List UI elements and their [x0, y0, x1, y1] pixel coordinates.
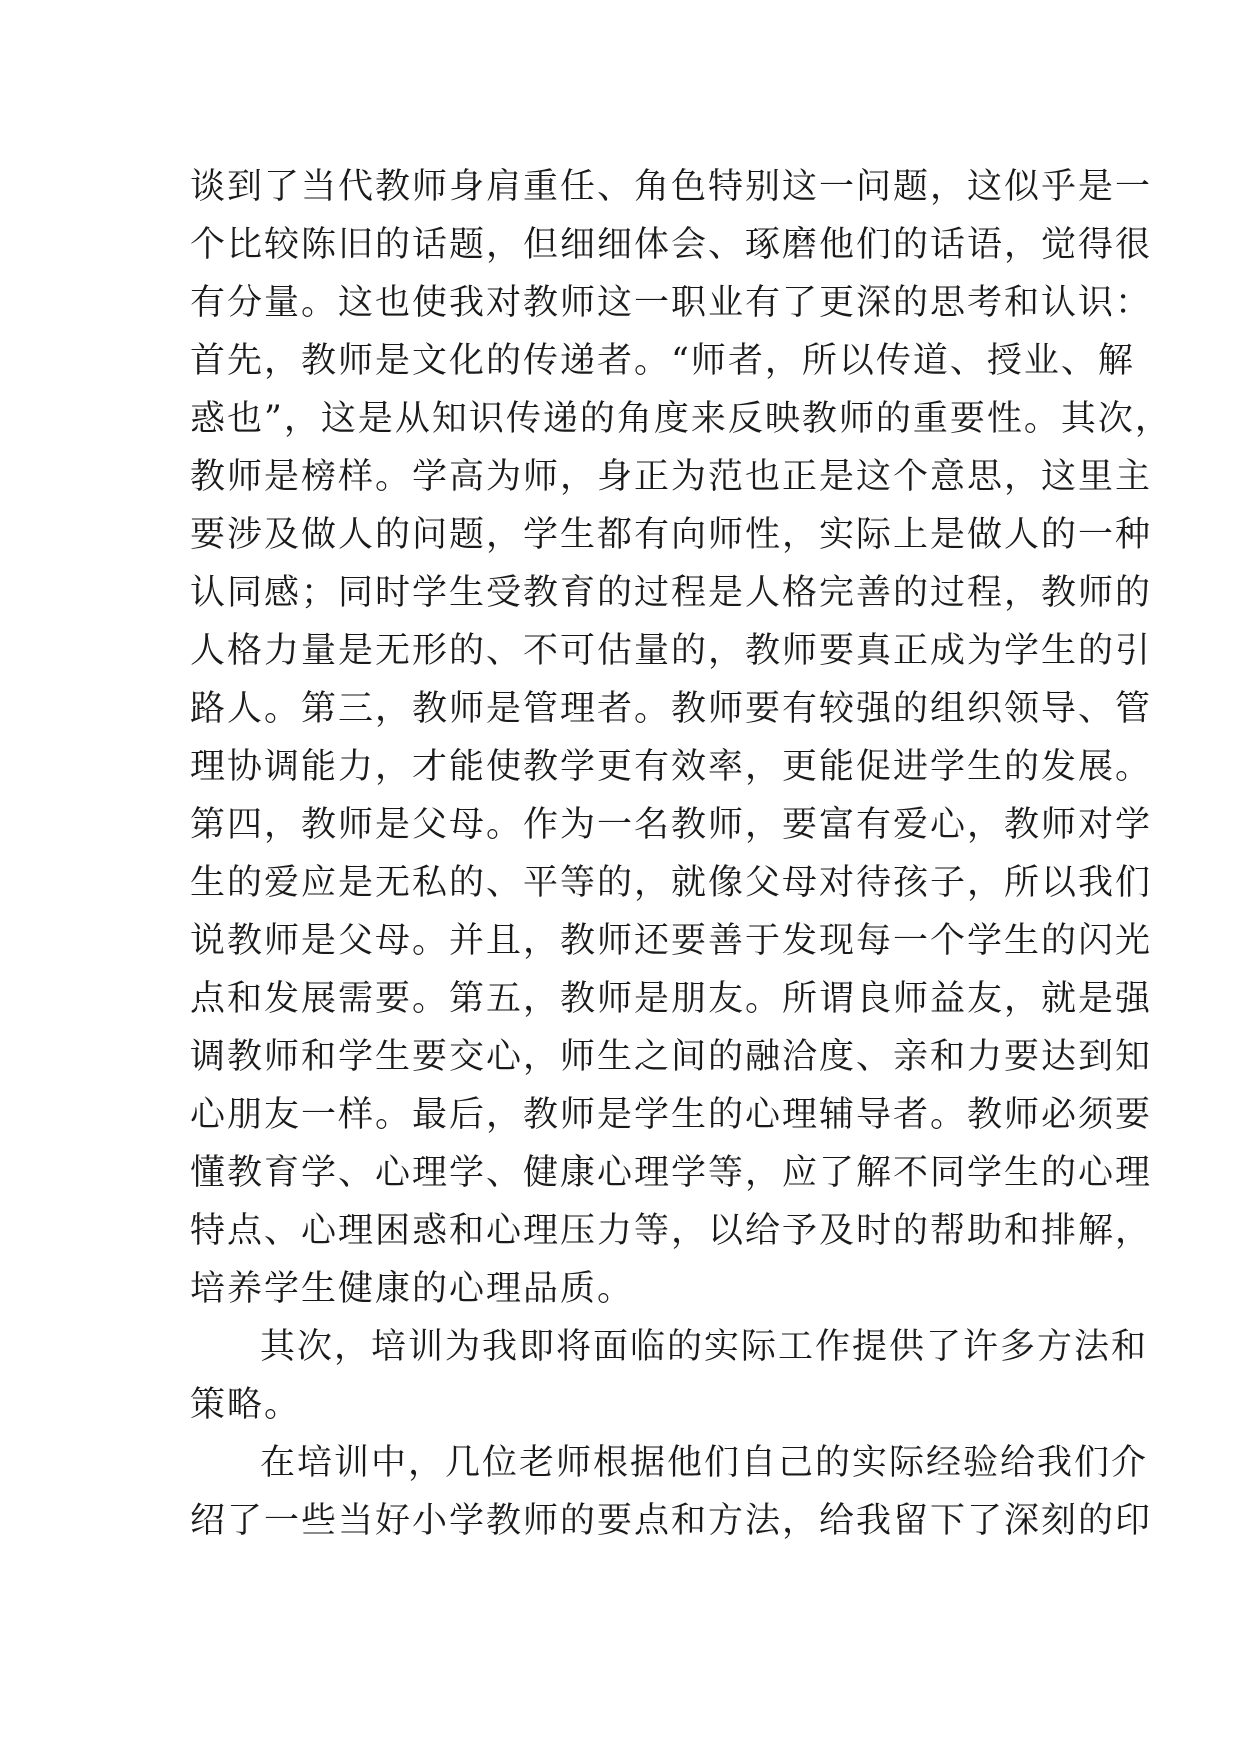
text-line: 生的爱应是无私的、平等的，就像父母对待孩子，所以我们	[190, 863, 1153, 903]
paragraph-start-line: 其次，培训为我即将面临的实际工作提供了许多方法和	[260, 1327, 1149, 1367]
text-line: 教师是榜样。学高为师，身正为范也正是这个意思，这里主	[190, 457, 1153, 497]
text-line: 首先，教师是文化的传递者。“师者，所以传道、授业、解	[190, 341, 1135, 381]
text-line: 谈到了当代教师身肩重任、角色特别这一问题，这似乎是一	[190, 167, 1153, 207]
text-line: 要涉及做人的问题，学生都有向师性，实际上是做人的一种	[190, 515, 1153, 555]
text-line: 点和发展需要。第五，教师是朋友。所谓良师益友，就是强	[190, 979, 1153, 1019]
text-line: 说教师是父母。并且，教师还要善于发现每一个学生的闪光	[190, 921, 1153, 961]
text-line: 有分量。这也使我对教师这一职业有了更深的思考和认识：	[190, 283, 1153, 323]
body-text	[190, 158, 1172, 1550]
text-line: 培养学生健康的心理品质。	[190, 1269, 635, 1309]
paragraph-start-line: 在培训中，几位老师根据他们自己的实际经验给我们介	[260, 1443, 1149, 1483]
text-line: 人格力量是无形的、不可估量的，教师要真正成为学生的引	[190, 631, 1153, 671]
text-line: 懂教育学、心理学、健康心理学等，应了解不同学生的心理	[190, 1153, 1153, 1193]
text-line: 路人。第三，教师是管理者。教师要有较强的组织领导、管	[190, 689, 1153, 729]
text-line: 第四，教师是父母。作为一名教师，要富有爱心，教师对学	[190, 805, 1153, 845]
text-line: 策略。	[190, 1385, 302, 1425]
text-line: 特点、心理困惑和心理压力等，以给予及时的帮助和排解，	[190, 1211, 1153, 1251]
text-line: 心朋友一样。最后，教师是学生的心理辅导者。教师必须要	[190, 1095, 1153, 1135]
text-line: 绍了一些当好小学教师的要点和方法，给我留下了深刻的印	[190, 1501, 1153, 1541]
text-line: 调教师和学生要交心，师生之间的融洽度、亲和力要达到知	[190, 1037, 1153, 1077]
text-line: 理协调能力，才能使教学更有效率，更能促进学生的发展。	[190, 747, 1153, 787]
text-line: 认同感；同时学生受教育的过程是人格完善的过程，教师的	[190, 573, 1153, 613]
text-line: 个比较陈旧的话题，但细细体会、琢磨他们的话语，觉得很	[190, 225, 1153, 265]
text-line: 惑也”，这是从知识传递的角度来反映教师的重要性。其次，	[190, 399, 1172, 439]
